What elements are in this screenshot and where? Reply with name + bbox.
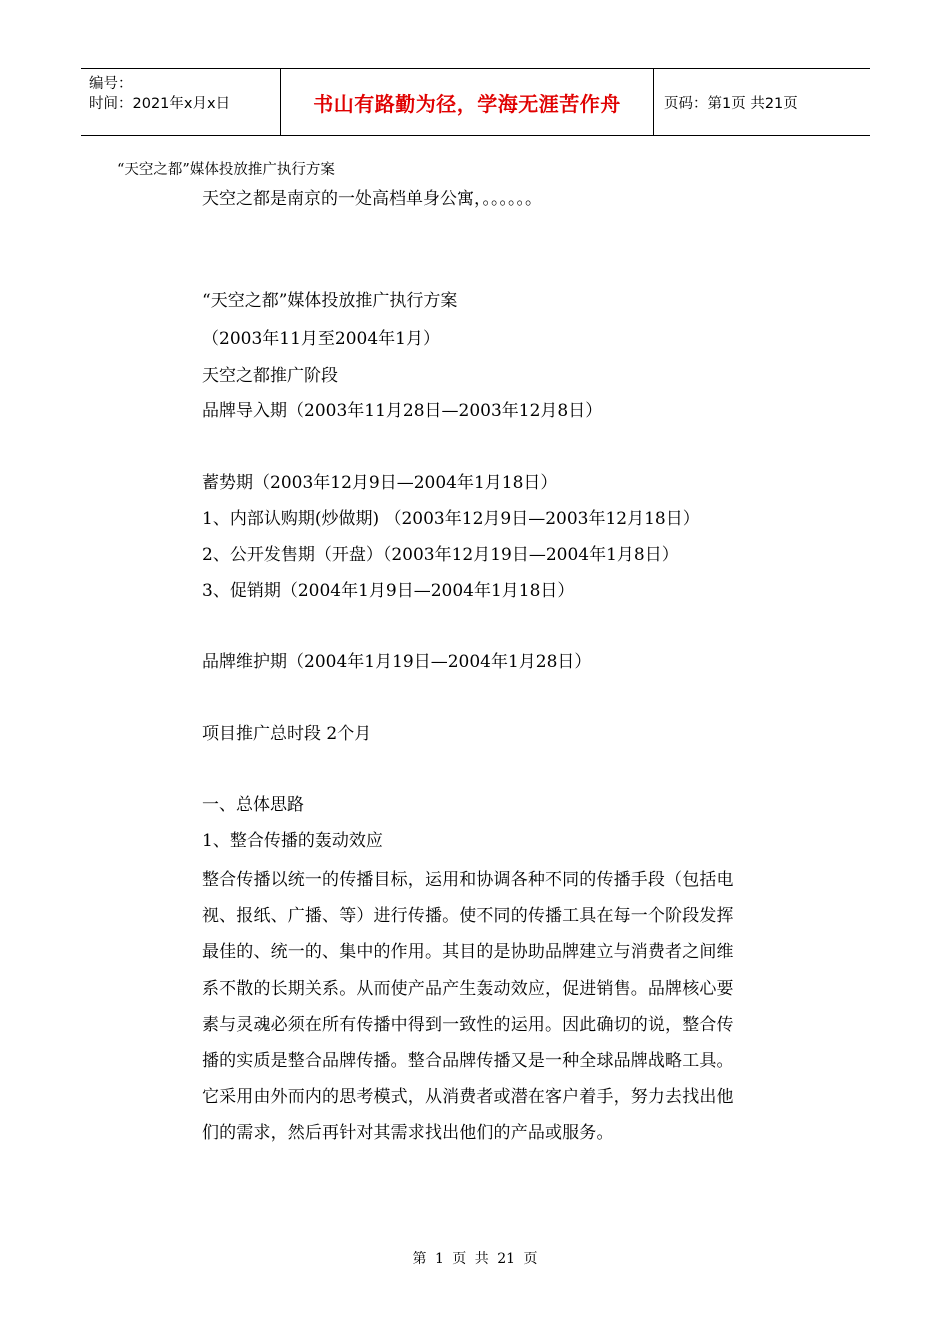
page-footer: 第 1 页 共 21 页: [412, 1251, 538, 1267]
phase-internal-subscription: 1、内部认购期(炒做期) （2003年12月9日—2003年12月18日）: [202, 509, 700, 529]
plan-title: “天空之都”媒体投放推广执行方案: [202, 291, 458, 311]
phase-promotion: 3、促销期（2004年1月9日—2004年1月18日）: [202, 581, 575, 601]
page-header: [81, 68, 870, 136]
phase-heading: 天空之都推广阶段: [202, 366, 338, 386]
header-page-info: 页码：第1页 共21页: [664, 95, 798, 112]
paragraph-line: 它采用由外而内的思考模式，从消费者或潜在客户着手，努力去找出他: [202, 1087, 734, 1108]
phase-brand-intro: 品牌导入期（2003年11月28日—2003年12月8日）: [202, 401, 603, 421]
header-motto-cell: [281, 69, 654, 135]
document-time-label: 时间：2021年x月x日: [89, 96, 231, 112]
header-meta-cell: [81, 69, 281, 135]
header-page-cell: [654, 69, 870, 135]
phase-public-sale: 2、公开发售期（开盘）（2003年12月19日—2004年1月8日）: [202, 545, 679, 565]
section-heading-overall: 一、总体思路: [202, 795, 304, 815]
paragraph-line: 们的需求，然后再针对其需求找出他们的产品或服务。: [202, 1123, 614, 1144]
intro-line: 天空之都是南京的一处高档单身公寓，。。。。。。: [202, 189, 542, 209]
document-top-title: “天空之都”媒体投放推广执行方案: [117, 162, 335, 178]
plan-period: （2003年11月至2004年1月）: [202, 329, 440, 349]
paragraph-line: 视、报纸、广播、等）进行传播。使不同的传播工具在每一个阶段发挥: [202, 906, 734, 927]
header-motto: 书山有路勤为径，学海无涯苦作舟: [313, 91, 621, 116]
total-duration: 项目推广总时段 2个月: [202, 724, 372, 744]
body-paragraph: [202, 862, 802, 1152]
document-number-label: 编号：: [89, 76, 133, 92]
phase-brand-maintenance: 品牌维护期（2004年1月19日—2004年1月28日）: [202, 652, 592, 672]
paragraph-line: 播的实质是整合品牌传播。整合品牌传播又是一种全球品牌战略工具。: [202, 1050, 734, 1071]
subsection-heading-integration: 1、整合传播的轰动效应: [202, 831, 383, 851]
paragraph-line: 素与灵魂必须在所有传播中得到一致性的运用。因此确切的说，整合传: [202, 1014, 734, 1035]
paragraph-line: 整合传播以统一的传播目标，运用和协调各种不同的传播手段（包括电: [202, 870, 734, 890]
paragraph-line: 系不散的长期关系。从而使产品产生轰动效应，促进销售。品牌核心要: [202, 978, 734, 999]
phase-buildup: 蓄势期（2003年12月9日—2004年1月18日）: [202, 473, 558, 493]
paragraph-line: 最佳的、统一的、集中的作用。其目的是协助品牌建立与消费者之间维: [202, 942, 734, 963]
